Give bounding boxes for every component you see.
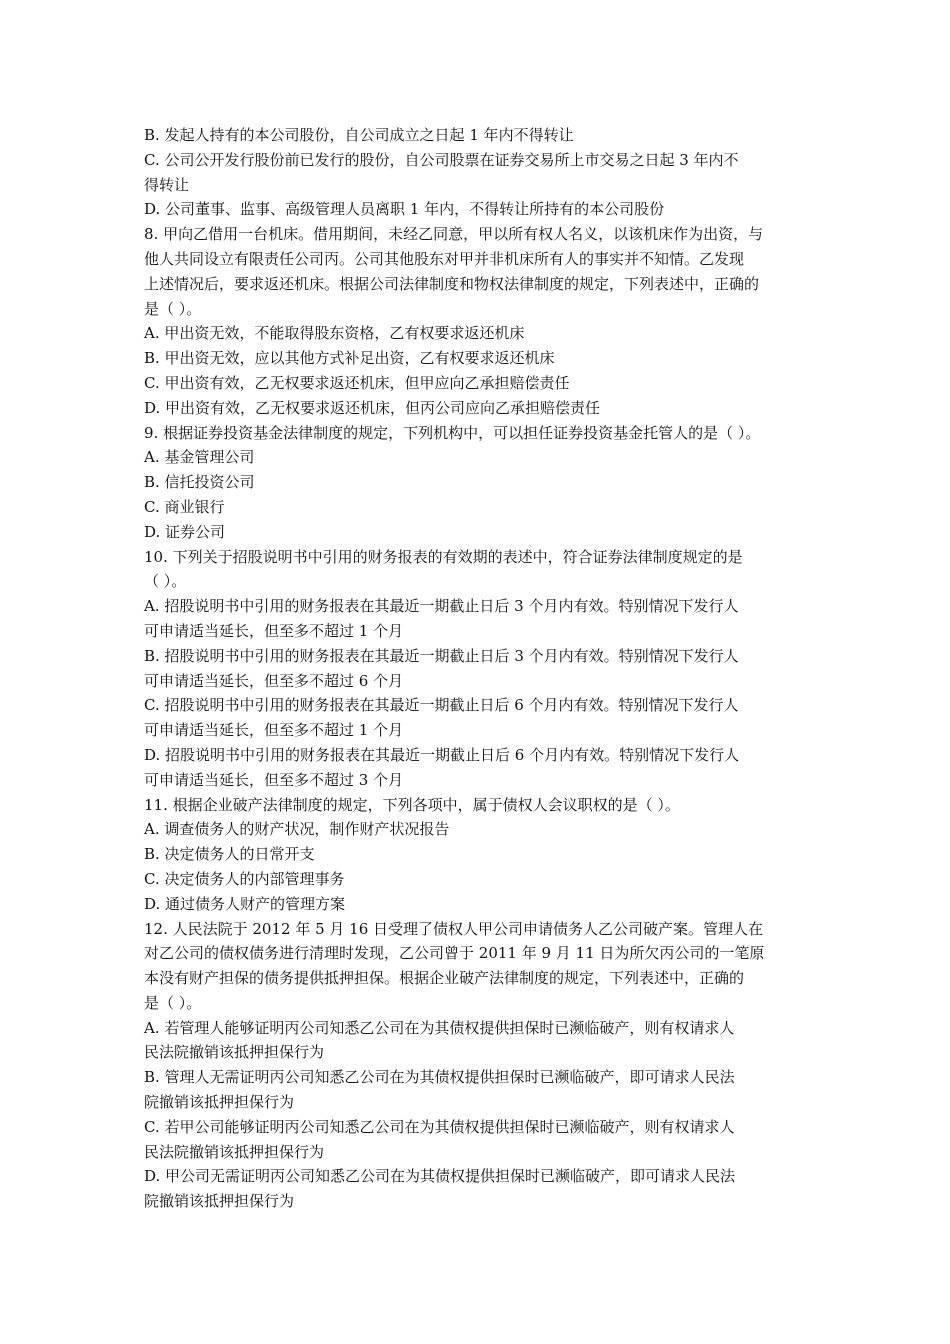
text-line: B. 管理人无需证明丙公司知悉乙公司在为其债权提供担保时已濒临破产，即可请求人民法 [144, 1068, 735, 1087]
text-line: D. 通过债务人财产的管理方案 [144, 894, 346, 913]
text-line: 对乙公司的债权债务进行清理时发现，乙公司曾于 2011 年 9 月 11 日为所欠丙公司的一笔原 [144, 944, 765, 963]
answer-option [144, 1016, 808, 1066]
text-line: 得转让 [144, 175, 190, 194]
text-line: A. 调查债务人的财产状况，制作财产状况报告 [144, 820, 450, 839]
text-line: B. 招股说明书中引用的财务报表在其最近一期截止日后 3 个月内有效。特别情况下发行人 [144, 646, 739, 665]
text-line: 12. 人民法院于 2012 年 5 月 16 日受理了债权人甲公司申请债务人乙公司破产案。管理人在 [144, 919, 764, 938]
text-line: 上述情况后，要求返还机床。根据公司法律制度和物权法律制度的规定，下列表述中，正确的 [144, 274, 760, 293]
text-line: 民法院撤销该抵押担保行为 [144, 1142, 325, 1161]
answer-option [144, 644, 808, 694]
answer-option [144, 371, 808, 396]
answer-option [144, 495, 808, 520]
text-line: 10. 下列关于招股说明书中引用的财务报表的有效期的表述中，符合证券法律制度规定的是 [144, 547, 743, 566]
text-line: （ ）。 [144, 572, 187, 591]
text-line: A. 基金管理公司 [144, 448, 255, 467]
text-line: C. 招股说明书中引用的财务报表在其最近一期截止日后 6 个月内有效。特别情况下发行人 [144, 696, 739, 715]
answer-option [144, 867, 808, 892]
answer-option [144, 1065, 808, 1115]
text-line: C. 决定债务人的内部管理事务 [144, 869, 345, 888]
answer-option [144, 520, 808, 545]
answer-option [144, 445, 808, 470]
answer-option [144, 842, 808, 867]
answer-option [144, 148, 808, 198]
question-text [144, 545, 808, 595]
text-line: 院撤销该抵押担保行为 [144, 1192, 295, 1211]
text-line: C. 公司公开发行股份前已发行的股份，自公司股票在证券交易所上市交易之日起 3 年内不 [144, 150, 739, 169]
question-text [144, 917, 808, 1016]
answer-option [144, 470, 808, 495]
text-line: 可申请适当延长，但至多不超过 3 个月 [144, 770, 404, 789]
text-line: D. 招股说明书中引用的财务报表在其最近一期截止日后 6 个月内有效。特别情况下发行人 [144, 745, 740, 764]
answer-option [144, 594, 808, 644]
text-line: D. 甲出资有效，乙无权要求返还机床，但丙公司应向乙承担赔偿责任 [144, 398, 601, 417]
text-line: 民法院撤销该抵押担保行为 [144, 1043, 325, 1062]
text-line: 院撤销该抵押担保行为 [144, 1093, 295, 1112]
text-line: B. 甲出资无效，应以其他方式补足出资，乙有权要求返还机床 [144, 349, 555, 368]
text-line: 是（ ）。 [144, 299, 202, 318]
text-line: 是（ ）。 [144, 993, 202, 1012]
question-text [144, 421, 808, 446]
text-line: D. 公司董事、监事、高级管理人员离职 1 年内，不得转让所持有的本公司股份 [144, 200, 665, 219]
text-line: 11. 根据企业破产法律制度的规定，下列各项中，属于债权人会议职权的是（ ）。 [144, 795, 680, 814]
answer-option [144, 743, 808, 793]
text-line: B. 信托投资公司 [144, 473, 255, 492]
text-line: C. 商业银行 [144, 497, 225, 516]
text-line: 可申请适当延长，但至多不超过 1 个月 [144, 721, 404, 740]
text-line: 8. 甲向乙借用一台机床。借用期间，未经乙同意，甲以所有权人名义，以该机床作为出资，与 [144, 225, 764, 244]
text-line: A. 若管理人能够证明丙公司知悉乙公司在为其债权提供担保时已濒临破产，则有权请求人 [144, 1018, 735, 1037]
text-line: B. 发起人持有的本公司股份，自公司成立之日起 1 年内不得转让 [144, 126, 574, 144]
text-line: C. 若甲公司能够证明丙公司知悉乙公司在为其债权提供担保时已濒临破产，则有权请求人 [144, 1117, 735, 1136]
text-line: D. 证券公司 [144, 522, 226, 541]
text-line: B. 决定债务人的日常开支 [144, 845, 315, 864]
text-line: 本没有财产担保的债务提供抵押担保。根据企业破产法律制度的规定，下列表述中，正确的 [144, 969, 745, 988]
answer-option [144, 693, 808, 743]
question-text [144, 793, 808, 818]
answer-option [144, 1164, 808, 1214]
question-text [144, 222, 808, 321]
answer-option [144, 817, 808, 842]
text-line: C. 甲出资有效，乙无权要求返还机床，但甲应向乙承担赔偿责任 [144, 373, 570, 392]
text-line: A. 甲出资无效，不能取得股东资格，乙有权要求返还机床 [144, 324, 525, 343]
text-line: 他人共同设立有限责任公司丙。公司其他股东对甲并非机床所有人的事实并不知情。乙发现 [144, 249, 745, 268]
text-line: 可申请适当延长，但至多不超过 1 个月 [144, 621, 404, 640]
text-line: 可申请适当延长，但至多不超过 6 个月 [144, 671, 404, 690]
text-line: D. 甲公司无需证明丙公司知悉乙公司在为其债权提供担保时已濒临破产，即可请求人民法 [144, 1167, 736, 1186]
answer-option [144, 396, 808, 421]
answer-option [144, 346, 808, 371]
answer-option [144, 197, 808, 222]
answer-option [144, 1115, 808, 1165]
text-line: A. 招股说明书中引用的财务报表在其最近一期截止日后 3 个月内有效。特别情况下发行人 [144, 597, 739, 616]
answer-option [144, 123, 808, 148]
answer-option [144, 321, 808, 346]
text-line: 9. 根据证券投资基金法律制度的规定，下列机构中，可以担任证券投资基金托管人的是（ ）。 [144, 423, 761, 442]
document-page [144, 123, 808, 1214]
answer-option [144, 892, 808, 917]
